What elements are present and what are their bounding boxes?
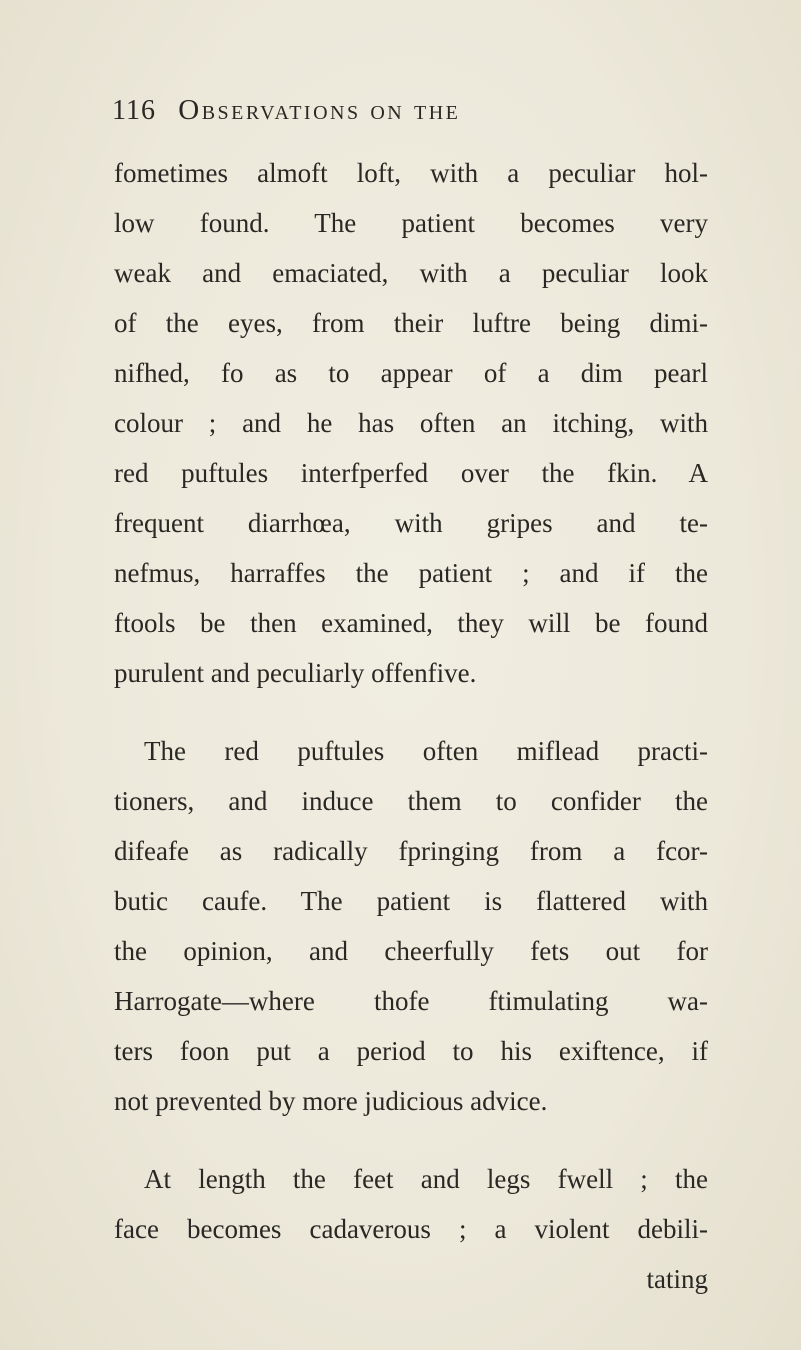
page-number: 116	[112, 95, 156, 126]
paragraph-gap	[114, 698, 708, 726]
text-line: ters foon put a period to his exiftence, if	[114, 1036, 708, 1066]
paragraph-1	[114, 148, 708, 698]
paragraph-2	[114, 726, 708, 1126]
paragraph-gap	[114, 1126, 708, 1154]
text-line: purulent and peculiarly offenfive.	[114, 658, 477, 688]
running-head-title: Observations on the	[178, 94, 461, 126]
text-line: tioners, and induce them to confider the	[114, 786, 708, 816]
body-text	[114, 148, 708, 1304]
text-line: not prevented by more judicious advice.	[114, 1086, 548, 1116]
paragraph-3	[114, 1154, 708, 1254]
text-line: of the eyes, from their luftre being dimi-	[114, 308, 708, 338]
text-line: ftools be then examined, they will be found	[114, 608, 708, 638]
catchword: tating	[646, 1264, 708, 1294]
text-line: fometimes almoft loft, with a peculiar hol-	[114, 158, 708, 188]
text-line: colour ; and he has often an itching, with	[114, 408, 708, 438]
text-line: Harrogate—where thofe ftimulating wa-	[114, 986, 708, 1016]
text-line: nifhed, fo as to appear of a dim pearl	[114, 358, 708, 388]
text-line: difeafe as radically fpringing from a fcor-	[114, 836, 708, 866]
text-line: low found. The patient becomes very	[114, 208, 708, 238]
text-line: red puftules interfperfed over the fkin. A	[114, 458, 708, 488]
text-line: the opinion, and cheerfully fets out for	[114, 936, 708, 966]
catchword-row	[114, 1254, 708, 1304]
text-line: frequent diarrhœa, with gripes and te-	[114, 508, 708, 538]
text-line: At length the feet and legs fwell ; the	[144, 1164, 708, 1194]
text-line: The red puftules often miflead practi-	[144, 736, 708, 766]
text-line: face becomes cadaverous ; a violent debili-	[114, 1214, 708, 1244]
text-line: butic caufe. The patient is flattered with	[114, 886, 708, 916]
running-head	[112, 94, 732, 134]
text-line: nefmus, harraffes the patient ; and if the	[114, 558, 708, 588]
text-line: weak and emaciated, with a peculiar look	[114, 258, 708, 288]
